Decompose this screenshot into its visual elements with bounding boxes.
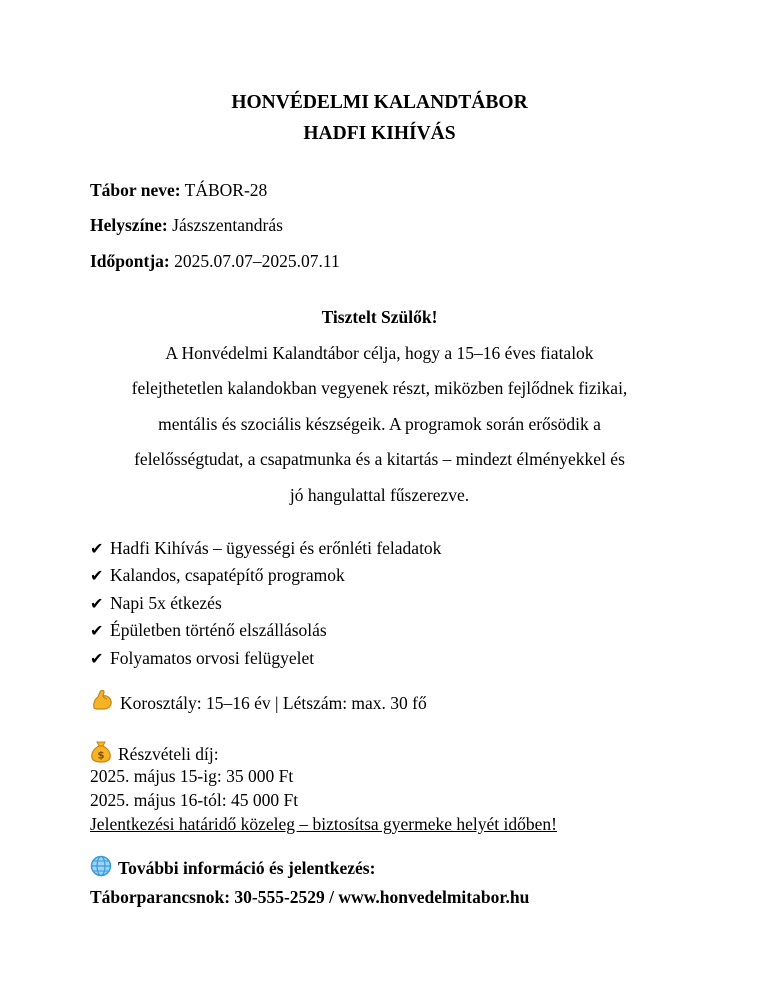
feature-text: Napi 5x étkezés <box>110 592 222 613</box>
salutation: Tisztelt Szülők! <box>321 307 438 327</box>
check-mark-icon: ✔ <box>90 593 104 613</box>
intro-line: felejthetetlen kalandokban vegyenek részt, miközben fejlődnek fizikai, <box>131 378 628 398</box>
feature-text: Folyamatos orvosi felügyelet <box>110 647 315 668</box>
camp-location-value: Jászszentandrás <box>172 215 283 235</box>
svg-text:$: $ <box>97 750 105 762</box>
list-item <box>90 590 441 617</box>
camp-date-row <box>90 249 340 273</box>
feature-text: Épületben történő elszállásolás <box>110 620 327 641</box>
age-text: Korosztály: 15–16 év | Létszám: max. 30 fő <box>120 693 427 713</box>
camp-date-value: 2025.07.07–2025.07.11 <box>174 251 340 271</box>
camp-name-label: Tábor neve: <box>90 180 181 200</box>
title-line-1: HONVÉDELMI KALANDTÁBOR <box>231 92 528 113</box>
list-item <box>90 562 441 589</box>
intro-line: A Honvédelmi Kalandtábor célja, hogy a 15–16 éves fiatalok <box>165 343 594 363</box>
check-mark-icon: ✔ <box>90 539 104 558</box>
fee-heading: Részvételi díj: <box>118 744 219 764</box>
camp-location-label: Helyszíne: <box>90 215 168 235</box>
intro-line: jó hangulattal fűszerezve. <box>289 485 470 505</box>
feature-list <box>90 535 441 672</box>
fee-early: 2025. május 15-ig: 35 000 Ft <box>90 766 294 786</box>
check-mark-icon: ✔ <box>90 648 104 668</box>
title-line-2: HADFI KIHÍVÁS <box>303 123 456 144</box>
feature-text: Kalandos, csapatépítő programok <box>110 565 345 586</box>
intro-line: felelősségtudat, a csapatmunka és a kitartás – mindezt élményekkel és <box>134 449 625 469</box>
camp-date-label: Időpontja: <box>90 251 170 271</box>
more-info-text: További információ és jelentkezés: <box>118 858 376 878</box>
check-mark-icon: ✔ <box>90 566 104 586</box>
fee-late: 2025. május 16-tól: 45 000 Ft <box>90 790 299 810</box>
flexed-biceps-icon <box>90 688 114 718</box>
camp-name-value: TÁBOR-28 <box>184 180 268 200</box>
intro-line: mentális és szociális készségeik. A programok során erősödik a <box>158 414 601 434</box>
camp-name-row <box>90 178 267 202</box>
camp-location-row <box>90 213 283 237</box>
feature-text: Hadfi Kihívás – ügyességi és erőnléti feladatok <box>110 538 442 558</box>
check-mark-icon: ✔ <box>90 621 104 641</box>
age-row <box>90 688 427 718</box>
contact-line: Táborparancsnok: 30-555-2529 / www.honvedelmitabor.hu <box>90 887 530 907</box>
deadline-notice: Jelentkezési határidő közeleg – biztosítsa gyermeke helyét időben! <box>90 814 557 834</box>
globe-icon <box>90 855 112 883</box>
list-item <box>90 645 441 672</box>
list-item <box>90 535 441 562</box>
more-info-row <box>90 855 375 883</box>
list-item <box>90 617 441 644</box>
